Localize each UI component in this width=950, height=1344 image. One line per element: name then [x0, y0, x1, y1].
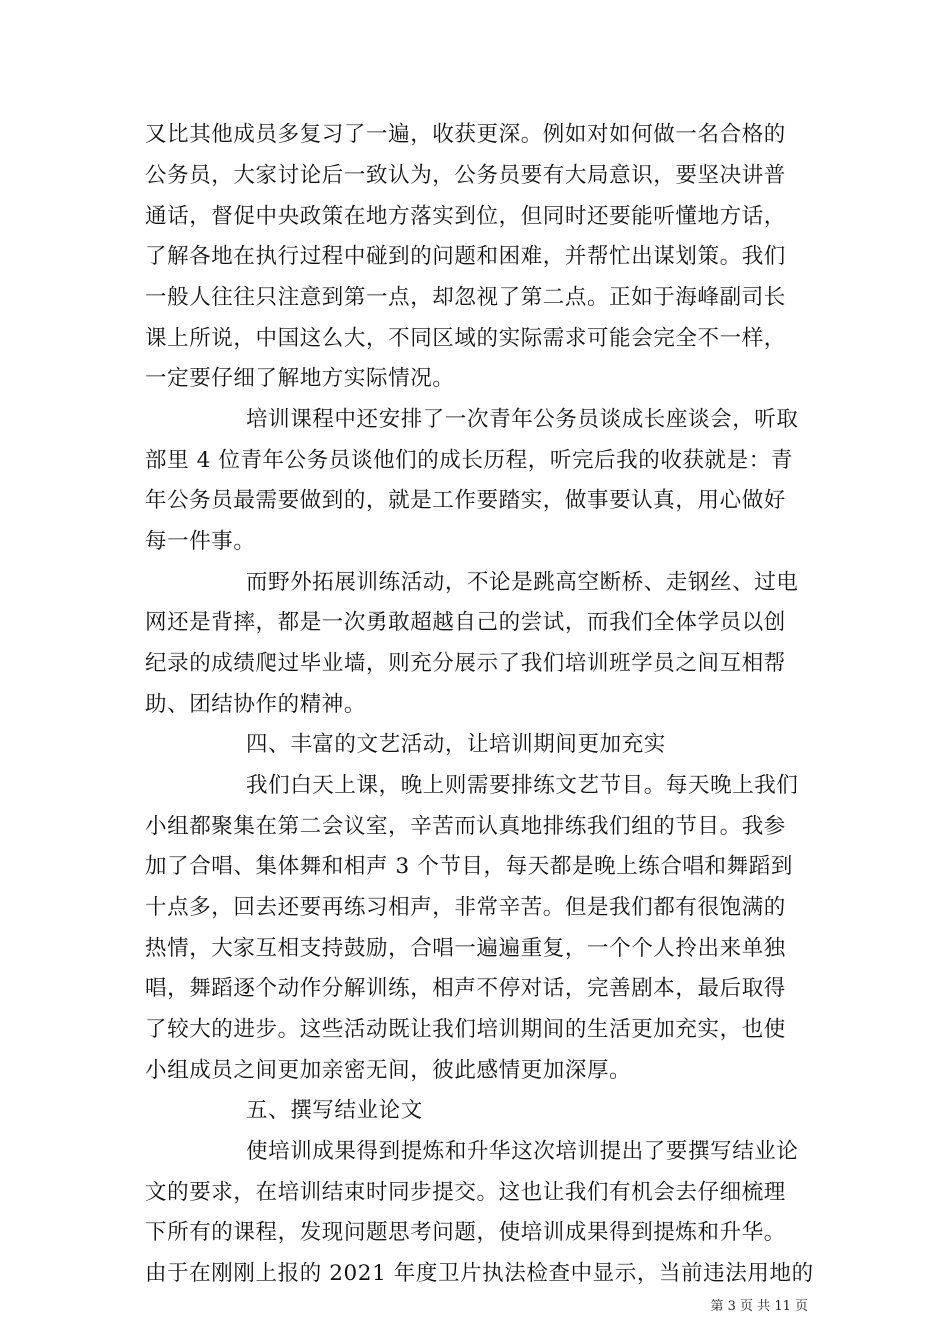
text-line: 助、团结协作的精神。: [145, 692, 367, 717]
text-line: 每一件事。: [145, 529, 256, 554]
text-line: 了解各地在执行过程中碰到的问题和困难，并帮忙出谋划策。我们: [145, 244, 786, 269]
paragraph-start: 而野外拓展训练活动，不论是跳高空断桥、走钢丝、过电: [246, 570, 799, 595]
paragraph-start: 我们白天上课，晚上则需要排练文艺节目。每天晚上我们: [246, 773, 799, 798]
text-line: 公务员，大家讨论后一致认为，公务员要有大局意识，要坚决讲普: [145, 163, 786, 188]
text-line: 热情，大家互相支持鼓励，合唱一遍遍重复，一个个人拎出来单独: [145, 936, 786, 961]
text-line: 加了合唱、集体舞和相声 3 个节目，每天都是晚上练合唱和舞蹈到: [145, 854, 793, 879]
text-line: 小组成员之间更加亲密无间，彼此感情更加深厚。: [145, 1058, 632, 1083]
text-line: 下所有的课程，发现问题思考问题，使培训成果得到提炼和升华。: [145, 1220, 786, 1245]
text-line: 小组都聚集在第二会议室，辛苦而认真地排练我们组的节目。我参: [145, 814, 786, 839]
text-line: 了较大的进步。这些活动既让我们培训期间的生活更加充实，也使: [145, 1017, 786, 1042]
text-line: 由于在刚刚上报的 2021 年度卫片执法检查中显示，当前违法用地的: [145, 1261, 814, 1286]
text-line: 十点多，回去还要再练习相声，非常辛苦。但是我们都有很饱满的: [145, 895, 786, 920]
text-line: 唱，舞蹈逐个动作分解训练，相声不停对话，完善剧本，最后取得: [145, 976, 786, 1001]
page-number: 第 3 页 共 11 页: [710, 1299, 808, 1314]
paragraph-start: 使培训成果得到提炼和升华这次培训提出了要撰写结业论: [246, 1139, 799, 1164]
text-line: 一般人往往只注意到第一点，却忽视了第二点。正如于海峰副司长: [145, 285, 786, 310]
section-heading: 五、撰写结业论文: [246, 1098, 423, 1123]
text-line: 网还是背摔，都是一次勇敢超越自己的尝试，而我们全体学员以创: [145, 610, 786, 635]
text-line: 一定要仔细了解地方实际情况。: [145, 366, 455, 391]
text-line: 通话，督促中央政策在地方落实到位，但同时还要能听懂地方话，: [145, 204, 786, 229]
paragraph-start: 培训课程中还安排了一次青年公务员谈成长座谈会，听取: [246, 407, 799, 432]
text-line: 文的要求，在培训结束时同步提交。这也让我们有机会去仔细梳理: [145, 1180, 786, 1205]
text-line: 课上所说，中国这么大，不同区域的实际需求可能会完全不一样，: [145, 326, 786, 351]
text-line: 部里 4 位青年公务员谈他们的成长历程，听完后我的收获就是：青: [145, 448, 793, 473]
section-heading: 四、丰富的文艺活动，让培训期间更加充实: [246, 732, 666, 757]
text-line: 纪录的成绩爬过毕业墙，则充分展示了我们培训班学员之间互相帮: [145, 651, 786, 676]
text-line: 又比其他成员多复习了一遍，收获更深。例如对如何做一名合格的: [145, 122, 786, 147]
text-line: 年公务员最需要做到的，就是工作要踏实，做事要认真，用心做好: [145, 488, 786, 513]
